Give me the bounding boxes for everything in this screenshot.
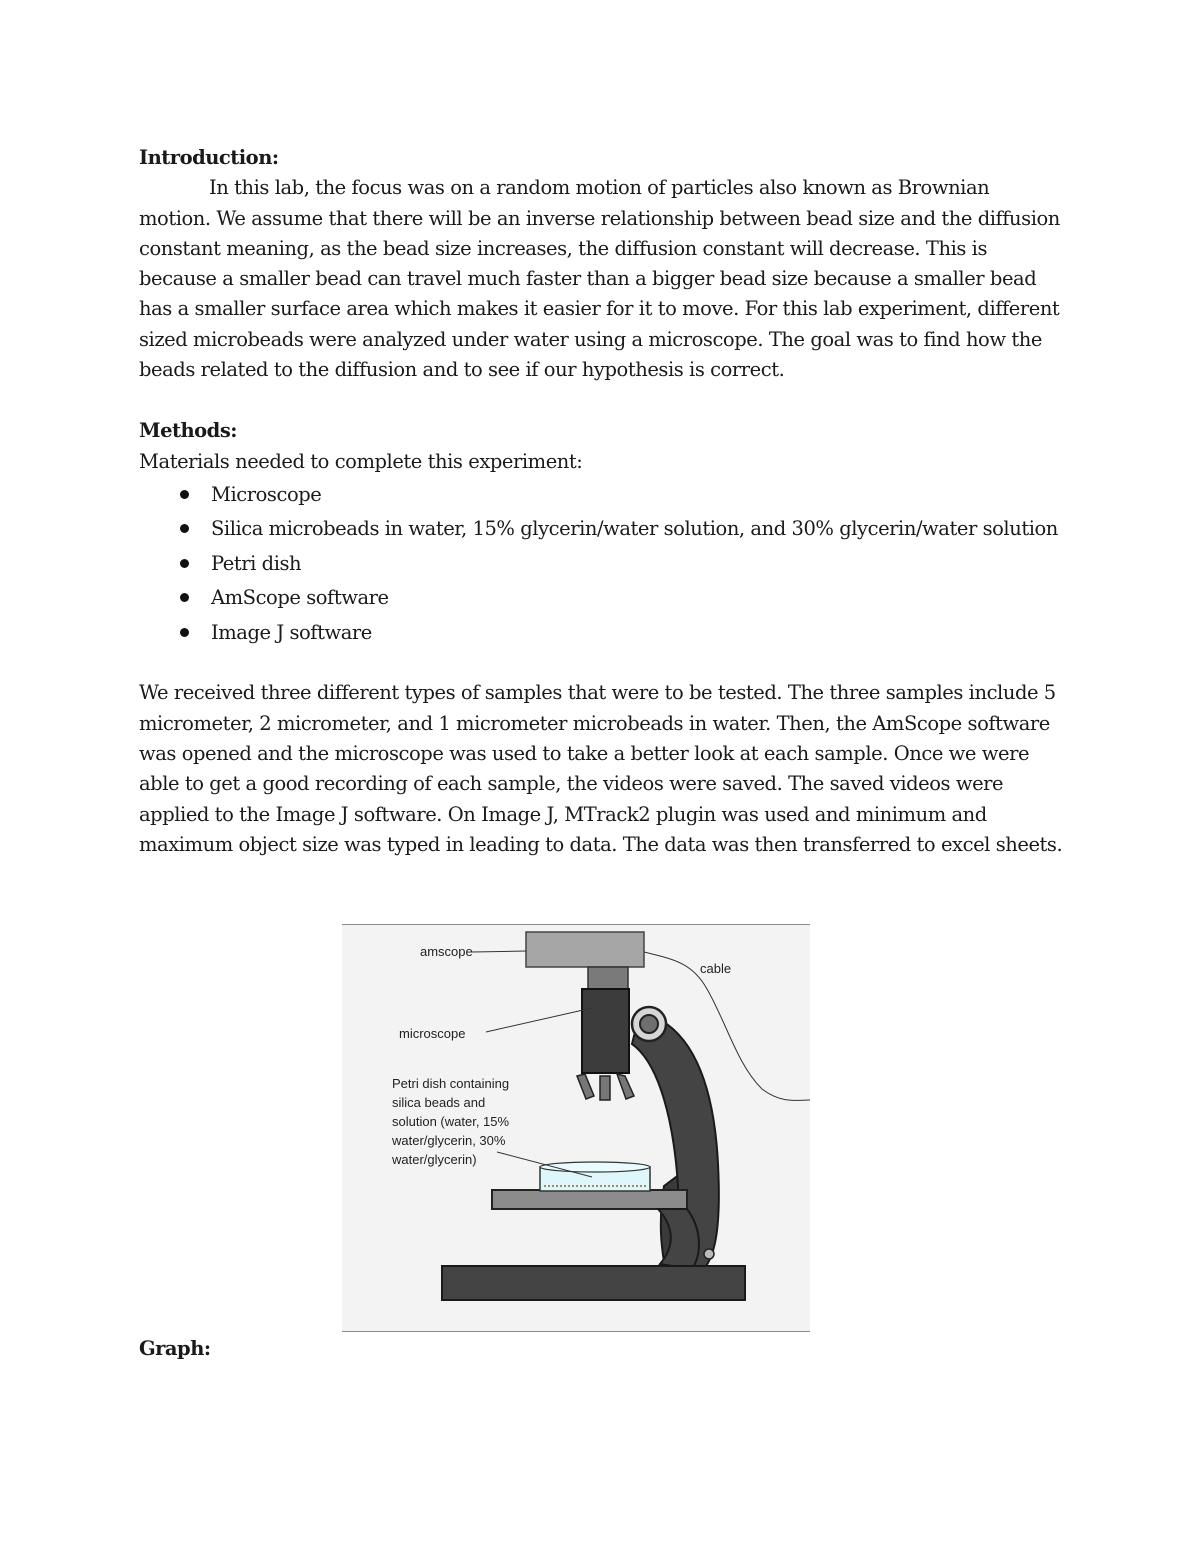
materials-list bbox=[139, 480, 1064, 647]
graph-heading: Graph: bbox=[139, 1337, 211, 1360]
list-item: Microscope bbox=[211, 480, 1064, 509]
methods-heading: Methods: bbox=[139, 419, 237, 443]
microscope-base bbox=[442, 1266, 745, 1300]
materials-intro: Materials needed to complete this experiment: bbox=[139, 449, 583, 473]
microscope-stage bbox=[492, 1190, 687, 1209]
list-item: Image J software bbox=[211, 618, 1064, 647]
microscope-neck bbox=[588, 967, 628, 989]
microscope-tube bbox=[582, 989, 629, 1073]
amscope-label: amscope bbox=[420, 944, 473, 959]
list-item: Petri dish bbox=[211, 549, 1064, 578]
list-item: AmScope software bbox=[211, 583, 1064, 612]
petri-label-line: silica beads and bbox=[392, 1095, 486, 1110]
objective-lens bbox=[600, 1076, 610, 1100]
document-body bbox=[139, 143, 1064, 860]
petri-label-line: water/glycerin) bbox=[392, 1152, 477, 1167]
petri-label-line: solution (water, 15% bbox=[392, 1114, 510, 1129]
list-item: Silica microbeads in water, 15% glycerin/water solution, and 30% glycerin/water solution bbox=[211, 514, 1064, 543]
microscope-label: microscope bbox=[399, 1026, 466, 1041]
introduction-paragraph: In this lab, the focus was on a random motion of particles also known as Brownian motion. We assume that there will be an inverse relationship between bead size and the diffusion constant meaning, as the bead size increases, the diffusion constant will decrease. This is because a smaller bead can travel much faster than a bigger bead size because a smaller bead has a smaller surface area which makes it easier for it to move. For this lab experiment, different sized microbeads were analyzed under water using a microscope. The goal was to find how the beads related to the diffusion and to see if our hypothesis is correct. bbox=[139, 176, 1060, 382]
microscope-figure bbox=[342, 924, 810, 1332]
petri-label-line: Petri dish containing bbox=[392, 1076, 510, 1091]
cable-label: cable bbox=[700, 961, 732, 976]
petri-label-line: water/glycerin, 30% bbox=[392, 1133, 506, 1148]
procedure-paragraph: We received three different types of samples that were to be tested. The three samples include 5 micrometer, 2 micrometer, and 1 micrometer microbeads in water. Then, the AmScope software was opened and the microscope was used to take a better look at each sample. Once we were able to get a good recording of each sample, the videos were saved. The saved videos were applied to the Image J software. On Image J, MTrack2 plugin was used and minimum and maximum object size was typed in leading to data. The data was then transferred to excel sheets. bbox=[139, 681, 1063, 856]
introduction-heading: Introduction: bbox=[139, 146, 279, 169]
microscope-diagram bbox=[342, 924, 810, 1332]
amscope-camera bbox=[526, 932, 644, 967]
